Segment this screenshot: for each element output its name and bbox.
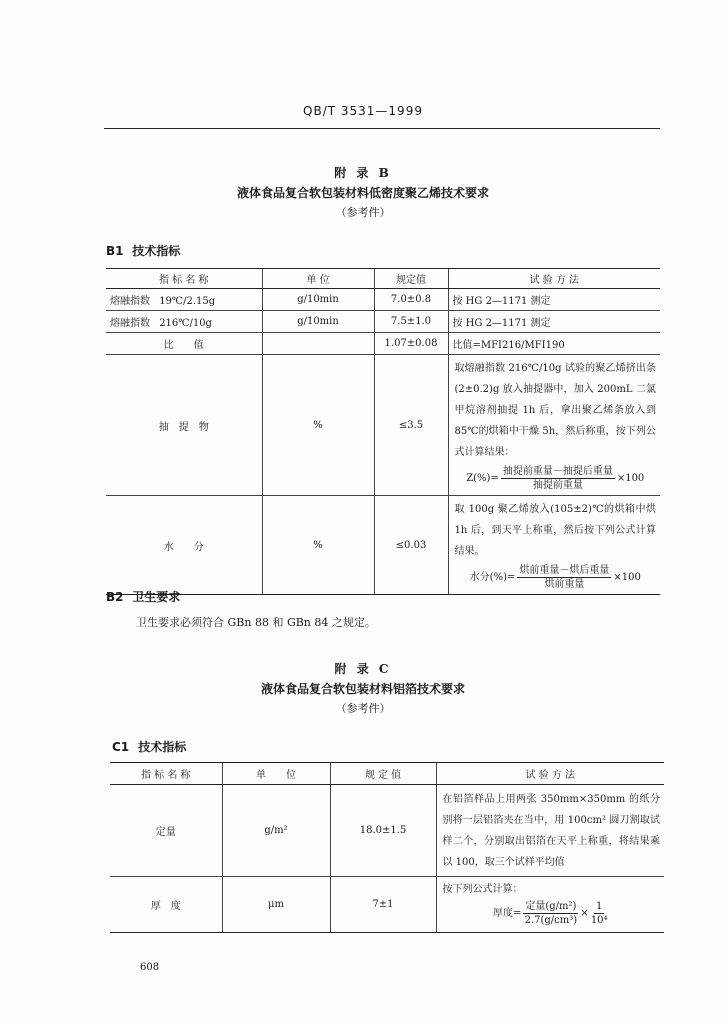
index-condition: 19℃/2.15g — [159, 296, 216, 307]
value-cell: ≤3.5 — [374, 355, 448, 496]
method-cell — [448, 496, 660, 595]
table-row — [110, 785, 664, 877]
formula-operator: × — [580, 907, 589, 919]
index-name-cell — [106, 289, 262, 311]
b1-spec-table — [106, 268, 660, 595]
section-title: 卫生要求 — [132, 590, 181, 604]
formula-fraction — [591, 900, 608, 927]
moisture-formula — [455, 564, 657, 591]
formula-rhs: ×100 — [616, 473, 645, 484]
appendix-b-note: （参考件） — [335, 206, 391, 219]
method-text: 取熔融指数 216℃/10g 试验的聚乙烯挤出条(2±0.2)g 放入抽提器中，加入 200mL 二氯甲烷溶剂抽提 1h 后，拿出聚乙烯条放入到 85℃的烘箱中干燥 5h，然后称重，按下列公式计算结果： — [454, 363, 656, 458]
formula-lhs: Z(%)= — [466, 473, 499, 484]
section-c1-heading — [112, 738, 186, 755]
formula-lhs: 水分(%)= — [469, 572, 516, 583]
unit-cell: g/m² — [222, 785, 330, 877]
appendix-c-note: （参考件） — [335, 702, 391, 715]
section-title: 技术指标 — [132, 244, 181, 258]
section-number: C1 — [112, 740, 130, 754]
column-header: 规定值 — [374, 269, 448, 289]
page-number: 608 — [140, 962, 160, 973]
method-text: 按下列公式计算： — [442, 884, 523, 895]
formula-numerator: 定量(g/m²) — [525, 901, 577, 912]
section-number: B2 — [106, 590, 124, 604]
formula-denominator: 抽提前重量 — [532, 480, 583, 491]
index-name-cell: 水 分 — [106, 496, 262, 595]
column-header: 试 验 方 法 — [436, 763, 664, 785]
extract-formula — [455, 465, 657, 492]
index-name: 熔融指数 — [110, 296, 150, 307]
formula-denominator: 10⁴ — [590, 915, 608, 926]
table-row — [106, 333, 660, 355]
column-header: 规 定 值 — [330, 763, 436, 785]
hygiene-requirement-text: 卫生要求必须符合 GBn 88 和 GBn 84 之规定。 — [136, 616, 376, 629]
value-cell: 7±1 — [330, 877, 436, 933]
appendix-b-subtitle: 液体食品复合软包装材料低密度聚乙烯技术要求 — [236, 186, 489, 200]
unit-cell — [262, 333, 374, 355]
formula-numerator: 1 — [595, 901, 603, 912]
column-header: 指 标 名 称 — [106, 269, 262, 289]
formula-rhs: ×100 — [613, 572, 641, 583]
table-header-row — [110, 763, 664, 785]
method-cell — [436, 877, 664, 933]
index-name-cell: 比 值 — [106, 333, 262, 355]
method-cell: 在铝箔样品上用两张 350mm×350mm 的纸分别将一层铝箔夹在当中，用 100cm² 圆刀割取试样二个，分别取出铝箔在天平上称重，将结果乘以 100，取三个试样平均值 — [436, 785, 664, 877]
formula-denominator: 烘前重量 — [544, 579, 585, 590]
section-b2-heading — [106, 588, 180, 605]
header-rule — [104, 128, 660, 129]
table-row — [110, 877, 664, 933]
index-name-cell — [106, 311, 262, 333]
value-cell: 18.0±1.5 — [330, 785, 436, 877]
unit-cell: % — [262, 355, 374, 496]
section-number: B1 — [106, 244, 124, 258]
appendix-b-title: 附 录 B — [334, 166, 392, 180]
table-row — [106, 289, 660, 311]
unit-cell: μm — [222, 877, 330, 933]
appendix-c-title: 附 录 C — [334, 662, 392, 676]
method-cell: 比值=MFI216/MFI190 — [448, 333, 660, 355]
formula-fraction — [501, 465, 615, 492]
formula-denominator: 2.7(g/cm³) — [524, 915, 578, 926]
c1-spec-table — [110, 762, 664, 933]
section-title: 技术指标 — [138, 740, 187, 754]
thickness-formula — [443, 900, 661, 927]
column-header: 指 标 名 称 — [110, 763, 222, 785]
index-name: 熔融指数 — [110, 318, 150, 329]
index-name-cell: 定量 — [110, 785, 222, 877]
standard-number: QB/T 3531—1999 — [303, 104, 423, 118]
table-row — [106, 355, 660, 496]
value-cell: ≤0.03 — [374, 496, 448, 595]
unit-cell: g/10min — [262, 311, 374, 333]
table-row — [106, 496, 660, 595]
method-cell: 按 HG 2—1171 测定 — [448, 289, 660, 311]
index-condition: 216℃/10g — [159, 318, 212, 329]
formula-numerator: 抽提前重量－抽提后重量 — [502, 466, 613, 477]
unit-cell: % — [262, 496, 374, 595]
table-row — [106, 311, 660, 333]
method-cell — [448, 355, 660, 496]
column-header: 试 验 方 法 — [448, 269, 660, 289]
unit-cell: g/10min — [262, 289, 374, 311]
index-name-cell: 抽 提 物 — [106, 355, 262, 496]
value-cell: 7.0±0.8 — [374, 289, 448, 311]
value-cell: 7.5±1.0 — [374, 311, 448, 333]
appendix-c-subtitle: 液体食品复合软包装材料铝箔技术要求 — [260, 682, 465, 696]
column-header: 单 位 — [222, 763, 330, 785]
formula-numerator: 烘前重量－烘后重量 — [519, 565, 610, 576]
formula-fraction — [523, 900, 578, 927]
index-name-cell: 厚 度 — [110, 877, 222, 933]
formula-fraction — [517, 564, 611, 591]
formula-lhs: 厚度= — [492, 907, 522, 919]
table-header-row — [106, 269, 660, 289]
value-cell: 1.07±0.08 — [374, 333, 448, 355]
method-text: 取 100g 聚乙烯放入(105±2)℃的烘箱中烘 1h 后，到天平上称重，然后按下列公式计算结果。 — [454, 504, 656, 557]
method-cell: 按 HG 2—1171 测定 — [448, 311, 660, 333]
column-header: 单 位 — [262, 269, 374, 289]
section-b1-heading — [106, 242, 180, 259]
